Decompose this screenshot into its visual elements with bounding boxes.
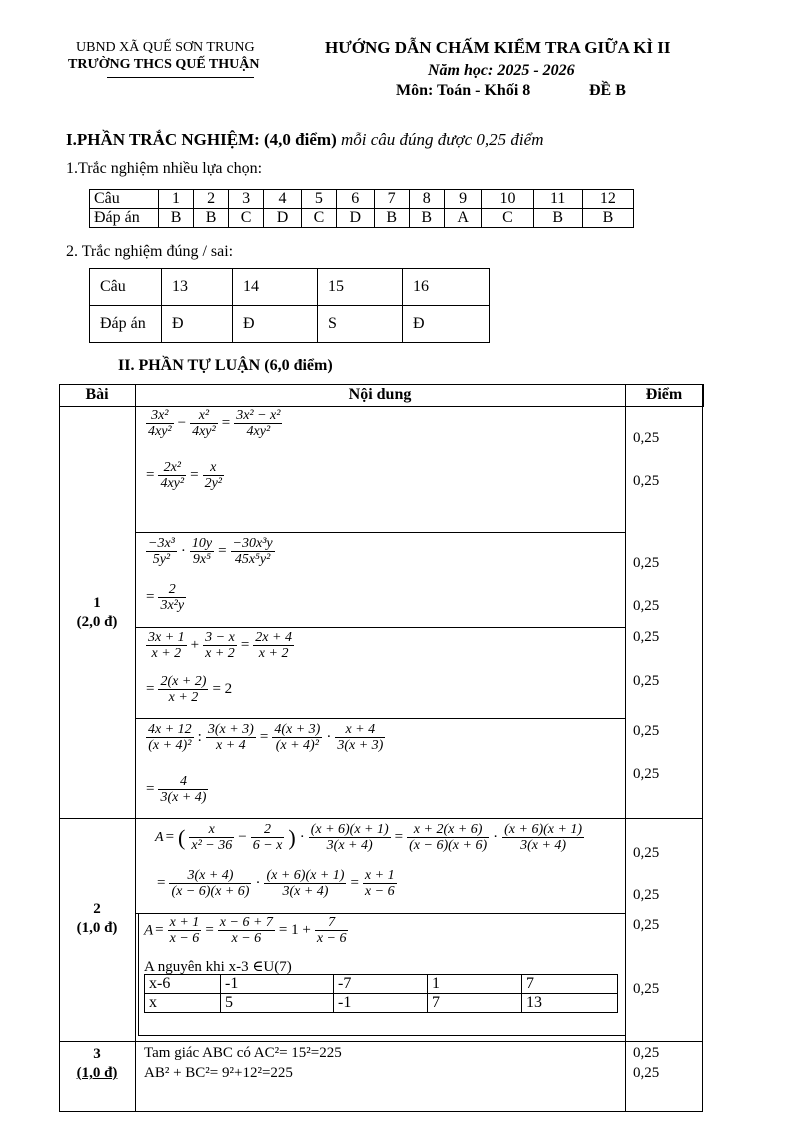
part1-heading [66, 130, 543, 150]
bai3-number: 3 [93, 1046, 101, 1062]
part2-heading: II. PHẦN TỰ LUẬN (6,0 điểm) [118, 357, 333, 374]
mc-q: 10 [482, 190, 533, 209]
mc-q: 7 [374, 190, 409, 209]
bai2-cell: 1 [428, 975, 522, 994]
col-header-score: Điểm [645, 386, 683, 403]
bai2a-line1: A = ( $\frac{x}{\text{x² − 36}}$ − $\frac{2}{6 - x}$ ) · $\frac{(x + 6)(x + 1)}{3(x + 4)}$ = $\frac{x + 2(x + 6)}{(x - 6)(x + 6)}$ · $\frac{(x + 6)(x + 1)}{3(x + 4)}$ [155, 822, 583, 854]
header-left-line1: UBND XÃ QUẾ SƠN TRUNG [76, 40, 255, 55]
mc-a: C [482, 209, 533, 228]
bai2-table-row [145, 994, 618, 1013]
bai1c-line1: $\frac{3x + 1}{x + 2}$ + $\frac{3 - x}{x + 2}$ = $\frac{2x + 4}{x + 2}$ [148, 630, 292, 662]
mc-a: B [159, 209, 194, 228]
tf-a: S [318, 306, 403, 343]
mc-a: B [194, 209, 229, 228]
mc-answer-row [90, 209, 634, 228]
bai1d-line2: = $\frac{4}{3(x + 4)}$ [146, 774, 207, 806]
doc-title: HƯỚNG DẪN CHẤM KIỂM TRA GIỮA KÌ II [325, 38, 671, 57]
bai2-cell: 13 [522, 994, 618, 1013]
bai1a-line1: $\frac{\text{3x²}}{\text{4xy²}}$ − $\frac{\text{x²}}{\text{4xy²}}$ = $\frac{\text{3x² − x²}}{\text{4xy²}}$ [148, 408, 281, 440]
part1-heading-italic: mỗi câu đúng được 0,25 điểm [340, 130, 544, 149]
tf-a: Đ [403, 306, 490, 343]
score: 0,25 [633, 555, 660, 571]
tf-answer-table [89, 268, 490, 343]
score: 0,25 [633, 629, 660, 645]
bai1b-line1: $\frac{\text{−3x³}}{\text{5y²}}$ · $\frac{10y}{\text{9x⁵}}$ = $\frac{\text{−30x³y}}{\text{45x⁵y²}}$ [148, 536, 273, 568]
bai2-table-row [145, 975, 618, 994]
exam-code: ĐỀ B [589, 82, 626, 99]
mc-q: 4 [264, 190, 302, 209]
mc-a: B [533, 209, 582, 228]
bai2-cell: -1 [334, 994, 428, 1013]
bai2-cell: 7 [522, 975, 618, 994]
bai2-points: (1,0 đ) [76, 920, 118, 936]
bai2-cell: x-6 [145, 975, 221, 994]
mc-a: D [264, 209, 302, 228]
mc-q: 9 [444, 190, 482, 209]
mc-row-label: Câu [90, 190, 159, 209]
mc-q: 3 [229, 190, 264, 209]
subject-label: Môn: Toán - Khối 8 [396, 82, 531, 99]
bai2b-line1: A = $\frac{x + 1}{x - 6}$ = $\frac{x - 6 + 7}{x - 6}$ = 1 + $\frac{7}{x - 6}$ [144, 915, 347, 947]
bai2a-line2: = $\frac{3(x + 4)}{(x - 6)(x + 6)}$ · $\frac{(x + 6)(x + 1)}{3(x + 4)}$ = $\frac{x + 1}{x - 6}$ [157, 868, 395, 900]
score: 0,25 [633, 1065, 660, 1081]
bai1b-line2: = $\frac{2}{\text{3x²y}}$ [146, 582, 185, 614]
bai3-line2: AB² + BC²= 9²+12²=225 [144, 1065, 293, 1081]
mc-q: 5 [301, 190, 336, 209]
score: 0,25 [633, 723, 660, 739]
bai3-points: (1,0 đ) [76, 1065, 118, 1081]
mc-a: D [336, 209, 374, 228]
mc-q: 8 [409, 190, 444, 209]
tf-a: Đ [162, 306, 233, 343]
mc-q: 11 [533, 190, 582, 209]
part1-heading-bold: I.PHẦN TRẮC NGHIỆM: (4,0 điểm) [66, 130, 337, 149]
bai1-label [59, 594, 135, 632]
bai1-points: (2,0 đ) [76, 614, 118, 630]
score: 0,25 [633, 598, 660, 614]
tf-row-label: Đáp án [90, 306, 162, 343]
bai2-cell: 5 [221, 994, 334, 1013]
mc-q: 6 [336, 190, 374, 209]
bai1a-line2: = $\frac{\text{2x²}}{\text{4xy²}}$ = $\frac{x}{\text{2y²}}$ [146, 460, 222, 492]
bai1-number: 1 [93, 595, 101, 611]
mc-a: A [444, 209, 482, 228]
bai2-number: 2 [93, 901, 101, 917]
tf-q: 15 [318, 269, 403, 306]
mc-answer-table [89, 189, 634, 228]
header-underline [107, 77, 254, 78]
score: 0,25 [633, 917, 660, 933]
score: 0,25 [633, 981, 660, 997]
bai1c-line2: = $\frac{2(x + 2)}{x + 2}$ = 2 [146, 674, 233, 706]
bai2b-condition: A nguyên khi x-3 ∈U(7) [144, 959, 292, 975]
mc-a: B [374, 209, 409, 228]
tf-row-label: Câu [90, 269, 162, 306]
score: 0,25 [633, 473, 660, 489]
mc-a: C [301, 209, 336, 228]
bai1d-line1: $\frac{4x + 12}{\text{(x + 4)²}}$ : $\frac{3(x + 3)}{x + 4}$ = $\frac{4(x + 3)}{\text{(x + 4)²}}$ · $\frac{x + 4}{3(x + 3)}$ [148, 722, 384, 754]
bai2-cell: -7 [334, 975, 428, 994]
tf-q: 14 [233, 269, 318, 306]
tf-a: Đ [233, 306, 318, 343]
tf-q: 16 [403, 269, 490, 306]
score: 0,25 [633, 673, 660, 689]
tf-subheading: 2. Trắc nghiệm đúng / sai: [66, 243, 234, 260]
bai2-value-table [144, 974, 618, 1013]
mc-q: 12 [582, 190, 633, 209]
score: 0,25 [633, 766, 660, 782]
bai2-cell: x [145, 994, 221, 1013]
bai2-cell: 7 [428, 994, 522, 1013]
mc-subheading: 1.Trắc nghiệm nhiều lựa chọn: [66, 160, 263, 177]
tf-q: 13 [162, 269, 233, 306]
mc-row-label: Đáp án [90, 209, 159, 228]
score: 0,25 [633, 845, 660, 861]
header-left-line2: TRƯỜNG THCS QUẾ THUẬN [68, 57, 260, 72]
mc-q: 2 [194, 190, 229, 209]
bai3-label [59, 1045, 135, 1083]
score: 0,25 [633, 1045, 660, 1061]
bai2-label [59, 900, 135, 938]
mc-question-row [90, 190, 634, 209]
bai2-cell: -1 [221, 975, 334, 994]
school-year: Năm học: 2025 - 2026 [428, 62, 575, 79]
tf-question-row [90, 269, 490, 306]
mc-a: B [409, 209, 444, 228]
tf-answer-row [90, 306, 490, 343]
bai3-line1: Tam giác ABC có AC²= 15²=225 [144, 1045, 342, 1061]
col-header-content: Nội dung [348, 386, 412, 403]
score: 0,25 [633, 887, 660, 903]
mc-a: C [229, 209, 264, 228]
score: 0,25 [633, 430, 660, 446]
mc-a: B [582, 209, 633, 228]
mc-q: 1 [159, 190, 194, 209]
col-header-bai: Bài [85, 386, 109, 403]
essay-table [59, 384, 703, 1112]
